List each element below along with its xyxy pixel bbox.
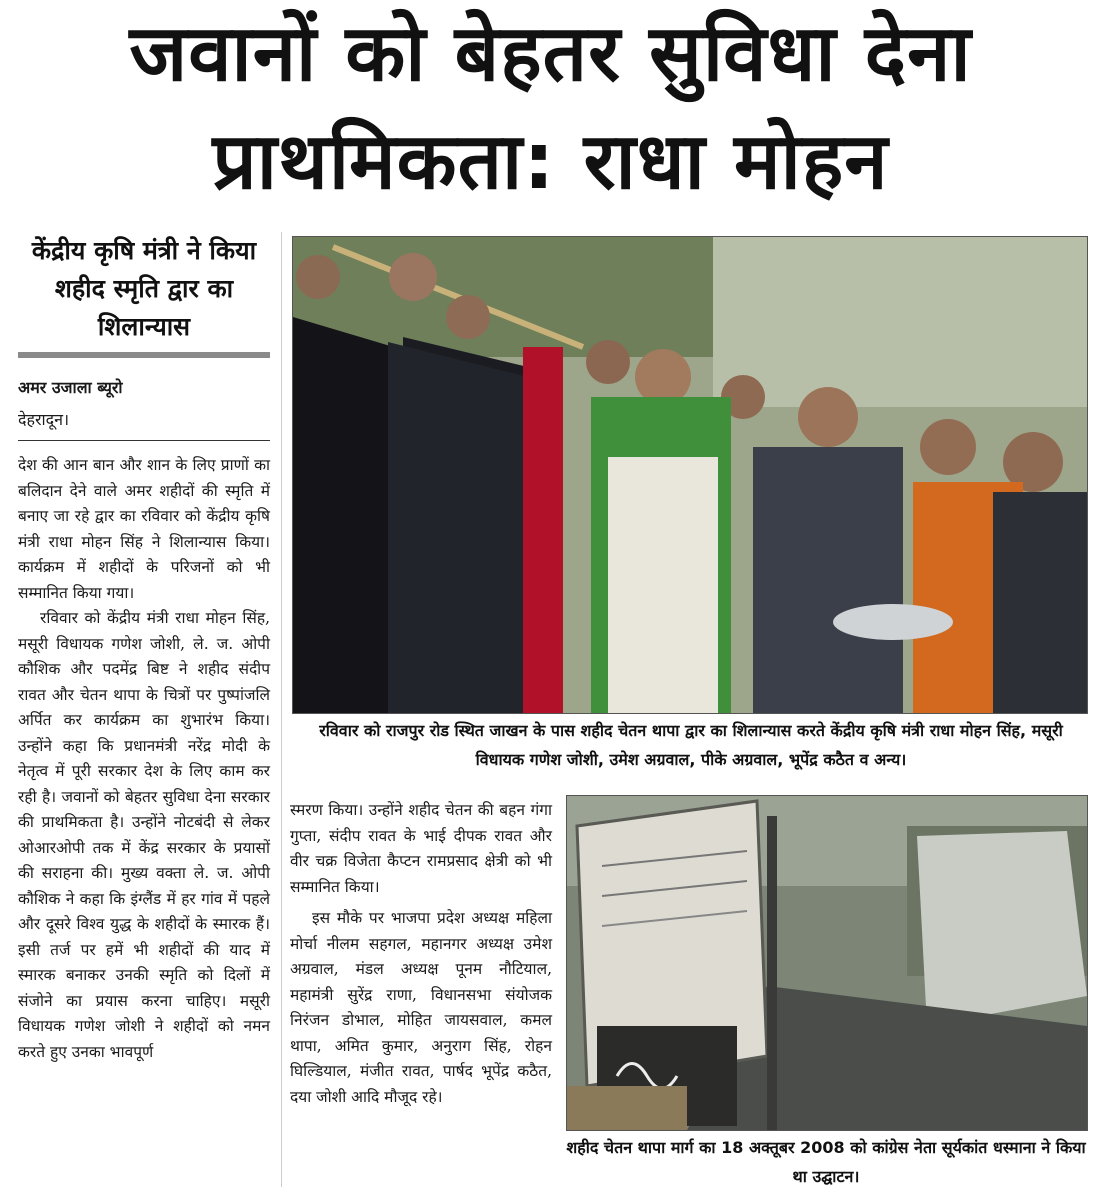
memorial-plaque-photo-caption: शहीद चेतन थापा मार्ग का 18 अक्तूबर 2008 को कांग्रेस नेता सूर्यकांत धस्माना ने किया था उद्घाटन।: [566, 1138, 1086, 1186]
column-divider: [281, 232, 282, 1187]
middle-column: [290, 798, 552, 1110]
article-paragraph-4: इस मौके पर भाजपा प्रदेश अध्यक्ष महिला मोर्चा नीलम सहगल, महानगर अध्यक्ष उमेश अग्रवाल, मंडल अध्यक्ष पूनम नौटियाल, महामंत्री सुरेंद्र राणा, विधानसभा संयोजक निरंजन डोभाल, मोहित जायसवाल, कमल थापा, अमित कुमार, अनुराग सिंह, रोहन घिल्डियाल, मंजीत रावत, पार्षद भूपेंद्र कठैत, दया जोशी आदि मौजूद रहे।: [290, 909, 552, 1106]
ceremony-photo-image: [293, 237, 1087, 713]
subheadline: केंद्रीय कृषि मंत्री ने किया शहीद स्मृति द्वार का शिलान्यास: [18, 232, 270, 358]
memorial-plaque-photo: [566, 795, 1088, 1131]
left-column: [18, 232, 270, 1065]
article-paragraph-1: देश की आन बान और शान के लिए प्राणों का बलिदान देने वाले अमर शहीदों की स्मृति में बनाए जा रहे द्वार का रविवार को केंद्रीय कृषि मंत्री राधा मोहन सिंह ने शिलान्यास किया। कार्यक्रम में शहीदों के परिजनों को भी सम्मानित किया गया।: [18, 456, 270, 602]
article-paragraph-3: स्मरण किया। उन्होंने शहीद चेतन की बहन गंगा गुप्ता, संदीप रावत के भाई दीपक रावत और वीर चक्र विजेता कैप्टन रामप्रसाद क्षेत्री को भी सम्मानित किया।: [290, 801, 552, 896]
headline-line-1: जवानों को बेहतर सुविधा देना: [129, 9, 972, 99]
headline-line-2: प्राथमिकता: राधा मोहन: [212, 117, 889, 207]
dateline: देहरादून।: [18, 410, 70, 429]
divider: [18, 440, 270, 441]
memorial-plaque-photo-image: [567, 796, 1087, 1130]
headline: [0, 0, 1101, 225]
ceremony-photo: [292, 236, 1088, 714]
byline: अमर उजाला ब्यूरो: [18, 378, 123, 397]
article-paragraph-2: रविवार को केंद्रीय मंत्री राधा मोहन सिंह, मसूरी विधायक गणेश जोशी, ले. ज. ओपी कौशिक और पदमेंद्र बिष्ट ने शहीद संदीप रावत और चेतन थापा के चित्रों पर पुष्पांजलि अर्पित कर कार्यक्रम का शुभारंभ किया। उन्होंने कहा कि प्रधानमंत्री नरेंद्र मोदी के नेतृत्व में पूरी सरकार देश के लिए काम कर रही है। जवानों को बेहतर सुविधा देना सरकार की प्राथमिकता है। उन्होंने नोटबंदी से लेकर ओआरओपी तक में केंद्र सरकार के प्रयासों की सराहना की। मुख्य वक्ता ले. ज. ओपी कौशिक ने कहा कि इंग्लैंड में हर गांव में पहले और दूसरे विश्व युद्ध के शहीदों के स्मारक हैं। इसी तर्ज पर हमें भी शहीदों की याद में स्मारक बनाकर उनकी स्मृति को दिलों में संजोने का प्रयास करना चाहिए। मसूरी विधायक गणेश जोशी ने शहीदों को नमन करते हुए उनका भावपूर्ण: [18, 609, 270, 1061]
ceremony-photo-caption: रविवार को राजपुर रोड स्थित जाखन के पास शहीद चेतन थापा द्वार का शिलान्यास करते केंद्रीय कृषि मंत्री राधा मोहन सिंह, मसूरी विधायक गणेश जोशी, उमेश अग्रवाल, पीके अग्रवाल, भूपेंद्र कठैत व अन्य।: [319, 721, 1063, 769]
